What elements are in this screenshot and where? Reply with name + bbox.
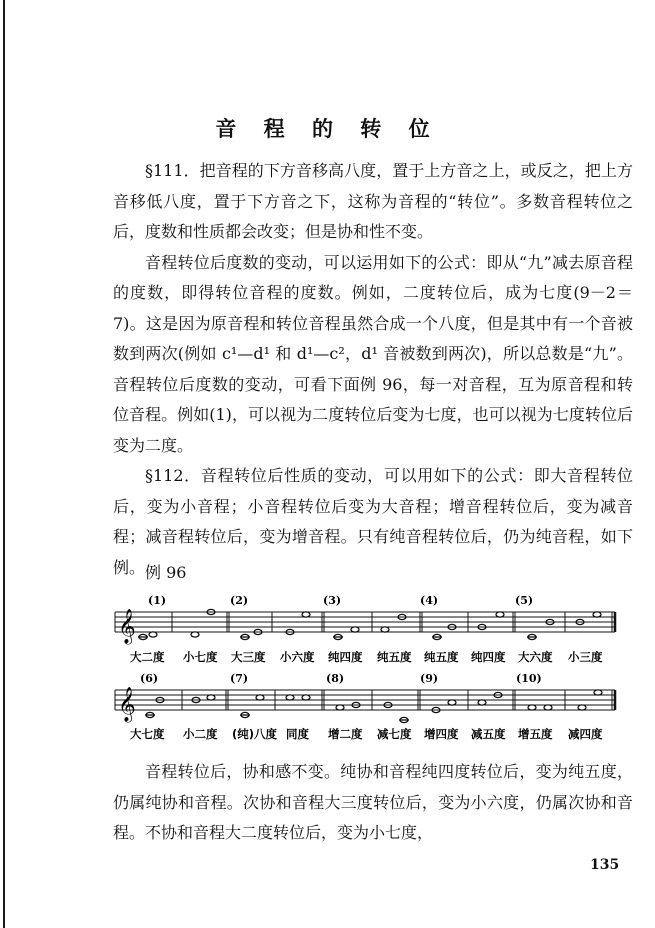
page-number: 135 <box>590 857 620 873</box>
interval-label: (纯)八度 <box>232 727 278 741</box>
interval-label: 纯五度 <box>377 650 412 664</box>
example-number-5: (5) <box>515 594 534 607</box>
treble-clef-icon: 𝄞 <box>118 687 136 722</box>
interval-label: 纯五度 <box>424 650 459 664</box>
example-number-9: (9) <box>420 672 439 685</box>
body-text-bottom <box>113 757 633 849</box>
interval-label: 大六度 <box>518 650 553 664</box>
paragraph-111: §111．把音程的下方音移高八度，置于上方音之上，或反之，把上方音移低八度，置于下方音之下，这称为音程的“转位”。多数音程转位之后，度数和性质都会改变；但是协和性不变。 <box>113 161 633 241</box>
example-number-1: (1) <box>148 594 167 607</box>
interval-label: 减七度 <box>377 727 412 741</box>
interval-label: 减五度 <box>471 727 506 741</box>
staff-row-2 <box>115 672 615 741</box>
example-number-6: (6) <box>140 672 159 685</box>
interval-label: 小二度 <box>183 727 218 741</box>
example-number-7: (7) <box>230 672 249 685</box>
interval-label: 大二度 <box>130 650 165 664</box>
interval-label: 同度 <box>286 727 309 741</box>
interval-label: 增五度 <box>518 727 553 741</box>
treble-clef-icon: 𝄞 <box>118 609 136 644</box>
section-title: 音 程 的 转 位 <box>215 116 440 141</box>
paragraph-consonance: 音程转位后，协和感不变。纯协和音程纯四度转位后，变为纯五度，仍属纯协和音程。次协和音程大三度转位后，变为小六度，仍属次协和音程。不协和音程大二度转位后，变为小七度， <box>113 762 633 842</box>
paragraph-112: §112．音程转位后性质的变动，可以用如下的公式：即大音程转位后，变为小音程；小音程转位后变为大音程；增音程转位后，变为减音程；减音程转位后，变为增音程。只有纯音程转位后，仍为纯音程，如下例。 <box>113 466 633 577</box>
body-text-top <box>113 156 633 583</box>
staff-row-1 <box>115 594 615 664</box>
example-number-2: (2) <box>230 594 249 607</box>
interval-label: 增二度 <box>328 727 363 741</box>
interval-label: 大七度 <box>130 727 165 741</box>
paragraph-inversion-degree: 音程转位后度数的变动，可以运用如下的公式：即从“九”减去原音程的度数，即得转位音程的度数。例如，二度转位后，成为七度(9－2＝7)。这是因为原音程和转位音程虽然合成一个八度，但是其中有一个音被数到两次(例如 c¹—d¹ 和 d¹—c²，d¹ 音被数到两次)，所以总数是“九”。音程转位后度数的变动，可看下面例 96，每一对音程，互为原音程和转位音程。例如(1)，可以视为二度转位后变为七度，也可以视为七度转位后变为二度。 <box>113 252 633 455</box>
music-example-staves <box>110 592 630 752</box>
interval-label: 减四度 <box>568 727 603 741</box>
interval-label: 大三度 <box>231 650 266 664</box>
interval-label: 纯四度 <box>328 650 363 664</box>
interval-label: 小三度 <box>568 650 603 664</box>
example-label: 例 96 <box>145 563 187 582</box>
interval-label: 小七度 <box>183 650 218 664</box>
interval-label: 纯四度 <box>471 650 506 664</box>
example-number-4: (4) <box>420 594 439 607</box>
interval-label: 小六度 <box>280 650 315 664</box>
example-number-3: (3) <box>323 594 342 607</box>
example-number-10: (10) <box>516 672 542 685</box>
example-number-8: (8) <box>326 672 345 685</box>
interval-label: 增四度 <box>424 727 459 741</box>
